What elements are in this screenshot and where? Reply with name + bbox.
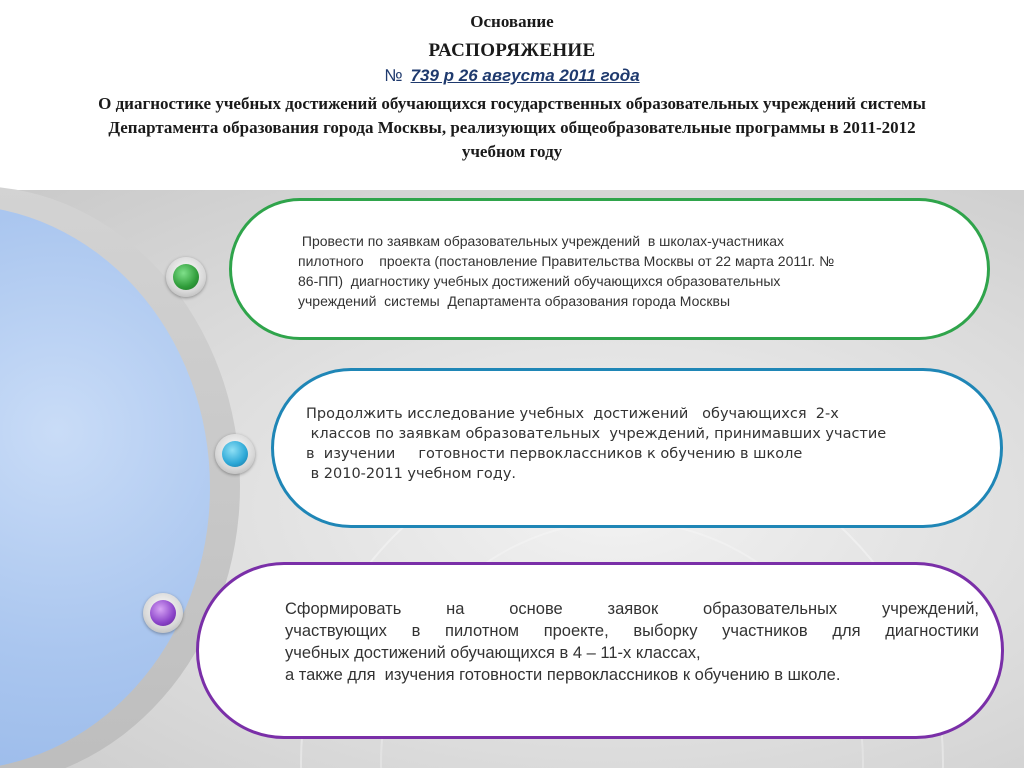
item-line: в 2010-2011 учебном году. (306, 466, 517, 482)
item-line: а также для изучения готовности первоклассников к обучению в школе. (285, 666, 841, 684)
item-box-2 (271, 368, 1003, 528)
item-box-1 (229, 198, 990, 340)
item-line: учебных достижений обучающихся в 4 – 11-х классах, (285, 644, 701, 662)
item-line: классов по заявкам образовательных учреждений, принимавших участие (306, 426, 887, 442)
subject-line: О диагностике учебных достижений обучающихся государственных образовательных учреждений системы (98, 94, 926, 113)
item-line: Сформировать на основе заявок образовательных учреждений, (285, 600, 979, 618)
subject-line: Департамента образования города Москвы, реализующих общеобразовательные программы в 2011-2012 (108, 118, 916, 137)
item-box-3 (196, 562, 1004, 739)
number-value: 739 р 26 августа 2011 года (410, 66, 640, 85)
number-label: № (384, 66, 403, 85)
purple-bullet-icon (143, 593, 183, 633)
item-line: 86-ПП) диагностику учебных достижений обучающихся образовательных (298, 273, 781, 289)
item-line: участвующих в пилотном проекте, выборку участников для диагностики (285, 622, 979, 640)
order-subject (0, 92, 1024, 164)
blue-bullet-icon (215, 434, 255, 474)
item-line: Продолжить исследование учебных достижений обучающихся 2-х (306, 406, 839, 422)
item-line: учреждений системы Департамента образования города Москвы (298, 293, 731, 309)
basis-title: Основание (470, 12, 554, 31)
item-line: Провести по заявкам образовательных учреждений в школах-участниках (298, 233, 785, 249)
green-bullet-icon (166, 257, 206, 297)
subject-line: учебном году (461, 142, 563, 161)
item-line: пилотного проекта (постановление Правительства Москвы от 22 марта 2011г. № (298, 253, 835, 269)
item-line: в изучении готовности первоклассников к обучению в школе (306, 446, 803, 462)
order-number (0, 66, 1024, 86)
order-title: РАСПОРЯЖЕНИЕ (428, 40, 596, 61)
header (0, 0, 1024, 190)
